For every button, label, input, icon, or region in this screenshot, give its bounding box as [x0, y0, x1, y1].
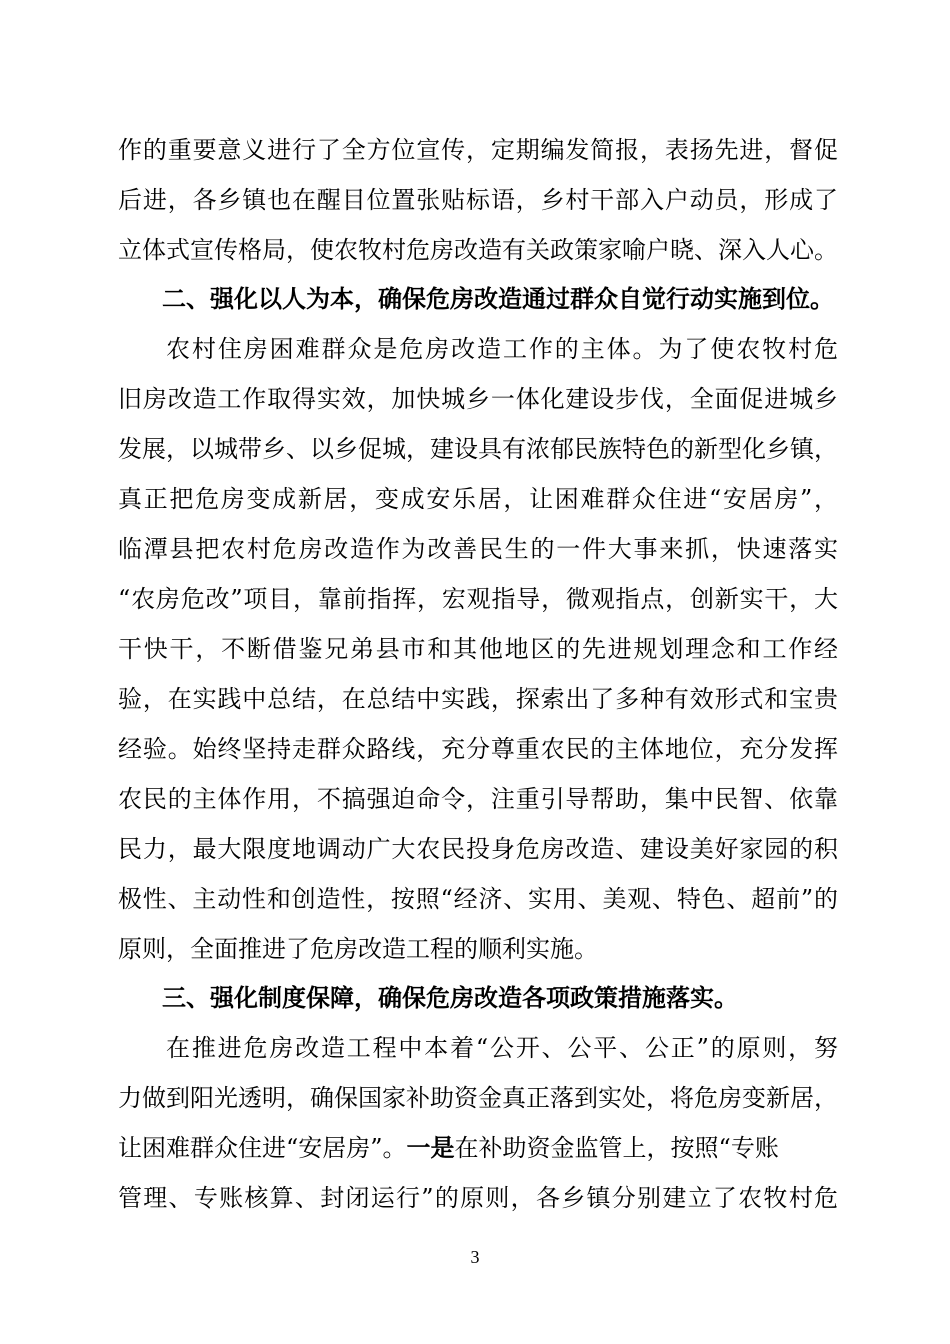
section-heading-2: 二、强化以人为本，确保危房改造通过群众自觉行动实施到位。 [162, 285, 834, 313]
body-line: 农村住房困难群众是危房改造工作的主体。为了使农牧村危 [166, 335, 838, 363]
body-line: “农房危改”项目，靠前指挥，宏观指导，微观指点，创新实干，大 [118, 585, 838, 613]
section-heading-3: 三、强化制度保障，确保危房改造各项政策措施落实。 [162, 984, 738, 1012]
body-line: 干快干，不断借鉴兄弟县市和其他地区的先进规划理念和工作经 [118, 635, 838, 663]
body-line: 旧房改造工作取得实效，加快城乡一体化建设步伐，全面促进城乡 [118, 385, 838, 413]
body-line: 临潭县把农村危房改造作为改善民生的一件大事来抓，快速落实 [118, 535, 838, 563]
body-line: 管理、专账核算、封闭运行”的原则，各乡镇分别建立了农牧村危 [118, 1184, 838, 1212]
body-line: 作的重要意义进行了全方位宣传，定期编发简报，表扬先进，督促 [118, 136, 838, 164]
body-line: 民力，最大限度地调动广大农民投身危房改造、建设美好家园的积 [118, 835, 838, 863]
body-line: 在推进危房改造工程中本着“公开、公平、公正”的原则，努 [166, 1034, 838, 1062]
body-line: 力做到阳光透明，确保国家补助资金真正落到实处，将危房变新居， [118, 1084, 838, 1112]
body-line: 后进，各乡镇也在醒目位置张贴标语，乡村干部入户动员，形成了 [118, 186, 838, 214]
body-line: 原则，全面推进了危房改造工程的顺利实施。 [118, 935, 598, 963]
body-text: 在补助资金监管上，按照“专账 [454, 1134, 779, 1162]
body-line: 真正把危房变成新居，变成安乐居，让困难群众住进“安居房”， [118, 485, 838, 513]
body-line: 农民的主体作用，不搞强迫命令，注重引导帮助，集中民智、依靠 [118, 785, 838, 813]
body-line: 极性、主动性和创造性，按照“经济、实用、美观、特色、超前”的 [118, 885, 838, 913]
body-text: 让困难群众住进“安居房”。 [118, 1134, 407, 1162]
body-line: 立体式宣传格局，使农牧村危房改造有关政策家喻户晓、深入人心。 [118, 236, 838, 264]
body-line-mixed [118, 1123, 838, 1173]
page-number: 3 [470, 1247, 480, 1267]
body-line: 发展，以城带乡、以乡促城，建设具有浓郁民族特色的新型化乡镇， [118, 435, 838, 463]
body-line: 经验。始终坚持走群众路线，充分尊重农民的主体地位，充分发挥 [118, 735, 838, 763]
emphasis-text: 一是 [406, 1134, 455, 1162]
body-line: 验，在实践中总结，在总结中实践，探索出了多种有效形式和宝贵 [118, 685, 838, 713]
